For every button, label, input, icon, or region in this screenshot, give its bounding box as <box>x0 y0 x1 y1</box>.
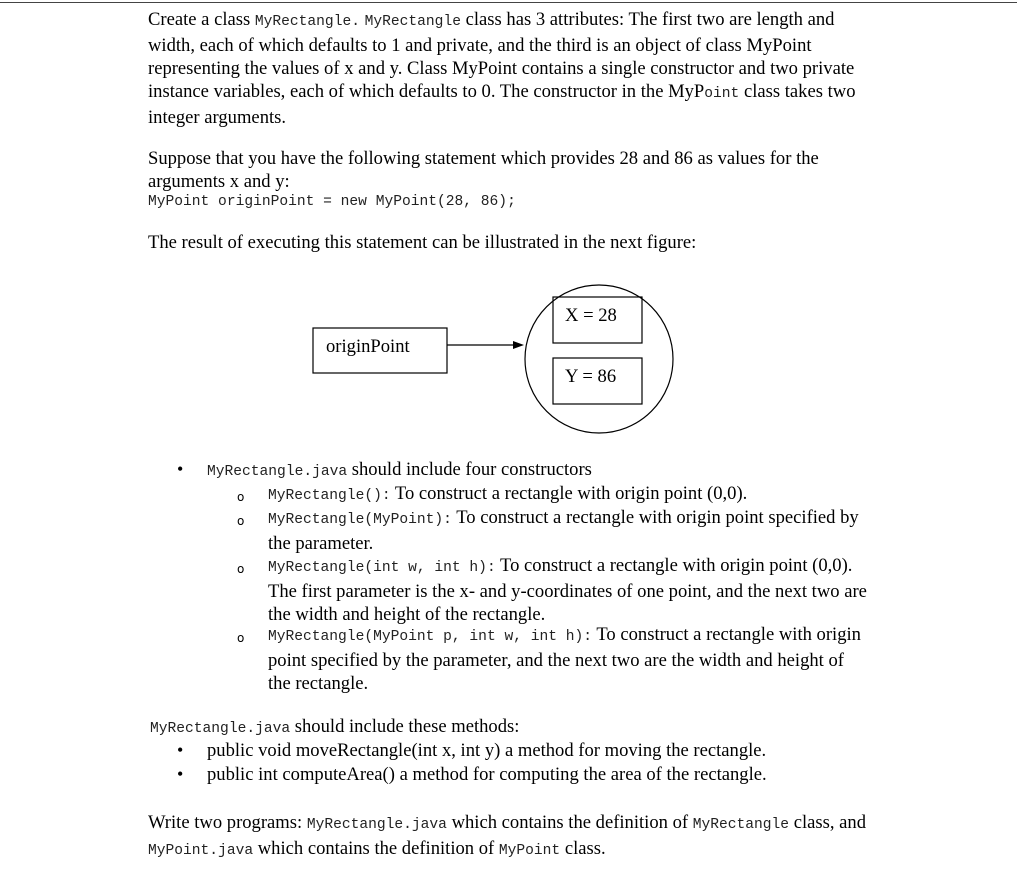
code-run: MyRectangle. <box>254 14 360 30</box>
sub-bullet-icon: o <box>237 490 245 504</box>
sub-bullet-icon: o <box>237 562 245 576</box>
object-diagram <box>300 280 700 440</box>
code-run: MyRectangle(int w, int h): <box>268 560 496 576</box>
code-run: oint <box>704 86 740 102</box>
constructors-bullet <box>207 458 867 484</box>
y-field-label: Y = 86 <box>565 366 617 387</box>
text-run: To construct a rectangle with origin point specified by the parameter, and the next two are the width and height of the rectangle. <box>268 624 861 694</box>
text-run: should include four constructors <box>347 459 592 480</box>
text-run: which contains the definition of <box>253 838 499 859</box>
figure-intro-paragraph: The result of executing this statement can be illustrated in the next figure: <box>148 232 697 253</box>
text-run: Create a class <box>148 9 255 30</box>
sub-bullet-icon: o <box>237 514 245 528</box>
code-run: MyRectangle.java <box>150 721 291 737</box>
text-run: class, and <box>789 812 867 833</box>
bullet-icon: • <box>177 740 184 760</box>
code-statement: MyPoint originPoint = new MyPoint(28, 86); <box>148 194 516 210</box>
code-run: MyRectangle(MyPoint p, int w, int h): <box>268 629 593 645</box>
reference-label: originPoint <box>326 336 410 357</box>
code-run: MyRectangle <box>364 14 461 30</box>
code-run: MyRectangle(): <box>268 488 391 504</box>
code-run: MyPoint <box>498 843 561 859</box>
bullet-icon: • <box>177 764 184 784</box>
text-run: class. <box>560 838 606 859</box>
text-run: To construct a rectangle with origin point specified by the parameter. <box>268 507 859 554</box>
statement-paragraph: Suppose that you have the following statement which provides 28 and 86 as values for the arguments x and y: <box>148 148 819 192</box>
text-run: To construct a rectangle with origin point (0,0). The first parameter is the x- and y-coordinates of one point, and the next two are the width and height of the rectangle. <box>268 555 867 625</box>
constructor-item <box>268 554 868 626</box>
code-run: MyRectangle.java <box>207 464 348 480</box>
text-run: which contains the definition of <box>446 812 693 833</box>
method-item: public int computeArea() a method for computing the area of the rectangle. <box>207 764 767 785</box>
bullet-icon: • <box>177 459 184 479</box>
text-run: class has 3 attributes: The first two are length and width, each of which defaults to 1 and private, and the third is an object of class MyPoint representing the values of x and y. Class MyPoint contains a single constructor and two private instance variables, each of which defaults to 0. The constructor in the MyP <box>148 9 855 102</box>
task-paragraph <box>148 811 888 863</box>
text-run: class takes two integer arguments. <box>148 81 856 128</box>
text-run: should include these methods: <box>290 716 520 737</box>
diagram-graphics <box>300 280 700 440</box>
code-run: MyRectangle.java <box>306 817 447 833</box>
text-run: To construct a rectangle with origin point (0,0). <box>390 483 748 504</box>
code-run: MyRectangle <box>692 817 790 833</box>
constructor-item <box>268 506 868 555</box>
page-top-border <box>0 2 1017 3</box>
method-item: public void moveRectangle(int x, int y) a method for moving the rectangle. <box>207 740 767 761</box>
intro-paragraph <box>148 8 868 129</box>
code-run: MyRectangle(MyPoint): <box>268 512 452 528</box>
x-field-label: X = 28 <box>565 305 617 326</box>
methods-intro <box>150 715 519 741</box>
code-run: MyPoint.java <box>148 843 254 859</box>
reference-arrow-head <box>513 341 524 349</box>
text-run: Write two programs: <box>148 812 307 833</box>
sub-bullet-icon: o <box>237 631 245 645</box>
constructor-item <box>268 623 868 695</box>
constructor-item <box>268 482 868 508</box>
